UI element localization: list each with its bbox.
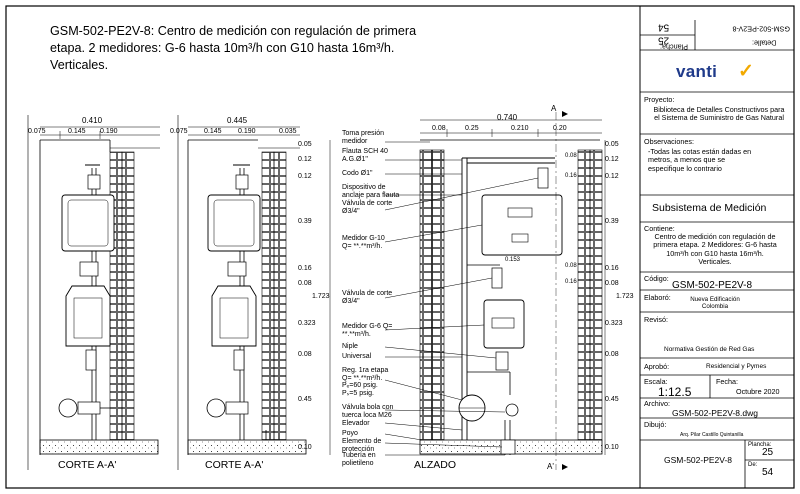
- tb-sheet-label: Plancha:: [660, 42, 688, 52]
- inner-dim: 0.16: [565, 173, 577, 179]
- vdim: 0.12: [605, 173, 619, 180]
- dim-sub-width: 0.190: [100, 128, 118, 135]
- tb-scale-label: Escala:: [644, 377, 668, 386]
- label-pressure-tap: Toma presión medidor: [342, 130, 385, 145]
- label-union: Universal: [342, 353, 372, 360]
- brick-wall: [262, 152, 274, 440]
- brick-wall: [274, 152, 286, 440]
- vdim: 0.16: [298, 265, 312, 272]
- caption-middle-section: CORTE A-A': [205, 459, 264, 471]
- tb-scale: 1:12.5: [658, 385, 692, 399]
- tb-drawing-label: Dibujó:: [644, 420, 667, 429]
- meter-g6: [212, 286, 256, 346]
- tb-detail-no: 54: [658, 21, 670, 33]
- dim-sub-width: 0.08: [432, 125, 446, 132]
- tb-review-label: Revisó:: [644, 315, 668, 324]
- vdim: 0.05: [298, 141, 312, 148]
- brick-column: [590, 150, 602, 440]
- base-slab: [188, 440, 306, 454]
- caption-elevation: ALZADO: [414, 459, 457, 471]
- base-slab: [40, 440, 158, 454]
- vdim: 0.10: [605, 444, 619, 451]
- vdim: 0.323: [298, 320, 316, 327]
- tb-subsystem: Subsistema de Medición: [652, 202, 767, 214]
- label-meter-g6: Medidor G-6 Q= **.**m³/h.: [342, 323, 393, 338]
- label-shutoff-valve: Válvula de corte Ø3/4": [342, 290, 393, 305]
- caption-left-section: CORTE A-A': [58, 459, 117, 471]
- label-elbow: Codo Ø1": [342, 170, 373, 177]
- dim-sub-width: 0.210: [511, 125, 529, 132]
- brand-logo: vanti: [676, 62, 718, 81]
- tb-project-label: Proyecto:: [644, 95, 675, 104]
- label-ball-valve: Válvula bola con tuerca loca M26: [342, 404, 394, 419]
- brand-check-icon: ✓: [738, 61, 754, 82]
- tb-project: Biblioteca de Detalles Constructivos para el Sistema de Suministro de Gas Natural: [653, 105, 785, 123]
- dim-sub-width: 0.20: [553, 125, 567, 132]
- label-shutoff-valve: Válvula de corte Ø3/4": [342, 200, 393, 215]
- inner-dim: 0.08: [565, 153, 577, 159]
- tb-review: Normativa Gestión de Red Gas: [664, 346, 755, 353]
- dim-sub-width: 0.25: [465, 125, 479, 132]
- vdim: 0.05: [605, 141, 619, 148]
- regulator: [59, 399, 77, 417]
- drawing-title: GSM-502-PE2V-8: Centro de medición con regulación de primera etapa. 2 medidores: G-6 hasta 10m³/h con G10 hasta 16m³/h. Verticales.: [50, 24, 417, 72]
- tb-de-label: De:: [748, 462, 758, 468]
- section-mark-top: A: [551, 104, 557, 113]
- inner-dim: 0.153: [505, 257, 521, 263]
- section-mark-bottom: A': [547, 462, 554, 471]
- vdim: 0.12: [298, 173, 312, 180]
- vdim: 0.08: [605, 280, 619, 287]
- tb-de: 54: [762, 467, 774, 478]
- dim-sub-width: 0.035: [279, 128, 297, 135]
- dim-total-width-elevation: 0.740: [497, 113, 518, 122]
- tb-drawing: Arq. Pilar Castillo Quintanilla: [680, 432, 744, 438]
- brick-column: [432, 150, 444, 440]
- meter-g10-front: [482, 195, 562, 255]
- vdim: 0.08: [605, 351, 619, 358]
- vdim: 0.12: [298, 156, 312, 163]
- tb-approve-label: Aprobó:: [644, 362, 670, 371]
- tb-obs-label: Observaciones:: [644, 137, 694, 146]
- tb-date: Octubre 2020: [736, 387, 780, 396]
- tb-code: GSM-502-PE2V-8: [672, 280, 753, 291]
- tb-date-label: Fecha:: [716, 377, 738, 386]
- dim-total-width-left: 0.410: [82, 116, 103, 125]
- total-height: 1.723: [312, 293, 330, 300]
- tb-bottom-code: GSM-502-PE2V-8: [664, 455, 733, 465]
- tb-file: GSM-502-PE2V-8.dwg: [672, 408, 758, 418]
- label-protection: Elemento de protección: [342, 438, 382, 453]
- meter-g10: [208, 195, 260, 251]
- dim-sub-width: 0.145: [204, 128, 222, 135]
- tb-file-label: Archivo:: [644, 399, 670, 408]
- dim-sub-width: 0.075: [170, 128, 188, 135]
- label-regulator: Reg. 1ra etapa Q= **.**m³/h. Pₑ=60 psig. Pₛ=5 psig.: [342, 367, 389, 397]
- tb-approve: Residencial y Pymes: [706, 363, 767, 370]
- label-anchor-device: Dispositivo de anclaje para flauta: [342, 184, 400, 199]
- vdim: 0.39: [605, 218, 619, 225]
- label-meter-g10: Medidor G-10 Q= **.**m³/h.: [342, 235, 385, 250]
- tb-drawn-label: Elaboró:: [644, 293, 671, 302]
- label-manifold: Flauta SCH 40 A.G.Ø1": [342, 148, 388, 163]
- brick-wall: [122, 152, 134, 440]
- vdim: 0.08: [298, 280, 312, 287]
- label-plinth: Poyo: [342, 430, 358, 437]
- tb-plancha: 25: [762, 447, 774, 458]
- meter-g10: [62, 195, 114, 251]
- vdim: 0.10: [298, 444, 312, 451]
- inner-dim: 0.16: [565, 279, 577, 285]
- tb-obs: -Todas las cotas están dadas en metros, a menos que se especifique lo contrario: [648, 147, 752, 173]
- vdim: 0.323: [605, 320, 623, 327]
- meter-g6-front: [484, 300, 524, 348]
- tb-contents-label: Contiene:: [644, 224, 675, 233]
- tb-code-top: GSM-502-PE2V-8: [732, 24, 790, 34]
- meter-g6: [66, 286, 110, 346]
- tb-sheet-no: 25: [658, 34, 670, 46]
- middle-section-view: [178, 115, 306, 470]
- brick-column: [420, 150, 432, 440]
- tb-contents: Centro de medición con regulación de primera etapa. 2 Medidores: G-6 hasta 10m³/h con G10 hasta 16m³/h. Verticales.: [653, 232, 777, 267]
- tb-plancha-label: Plancha:: [748, 442, 772, 448]
- label-pe-pipe: Tubería en polietileno: [342, 452, 376, 467]
- vdim: 0.45: [298, 396, 312, 403]
- vdim: 0.08: [298, 351, 312, 358]
- dim-sub-width: 0.190: [238, 128, 256, 135]
- vdim: 0.12: [605, 156, 619, 163]
- regulator: [207, 399, 225, 417]
- vdim: 0.39: [298, 218, 312, 225]
- inner-dim: 0.08: [565, 263, 577, 269]
- label-riser: Elevador: [342, 420, 370, 427]
- left-section-view: [28, 115, 160, 470]
- tb-detail-label: Detalle:: [752, 38, 777, 48]
- tb-code-label: Código:: [644, 274, 669, 283]
- tb-drawn: Nueva Edificación Colombia: [690, 296, 740, 310]
- label-nipple: Niple: [342, 343, 358, 350]
- brick-column: [578, 150, 590, 440]
- vdim: 0.16: [605, 265, 619, 272]
- dim-total-width-middle: 0.445: [227, 116, 248, 125]
- total-height: 1.723: [616, 293, 634, 300]
- dim-sub-width: 0.075: [28, 128, 46, 135]
- vdim: 0.45: [605, 396, 619, 403]
- dim-sub-width: 0.145: [68, 128, 86, 135]
